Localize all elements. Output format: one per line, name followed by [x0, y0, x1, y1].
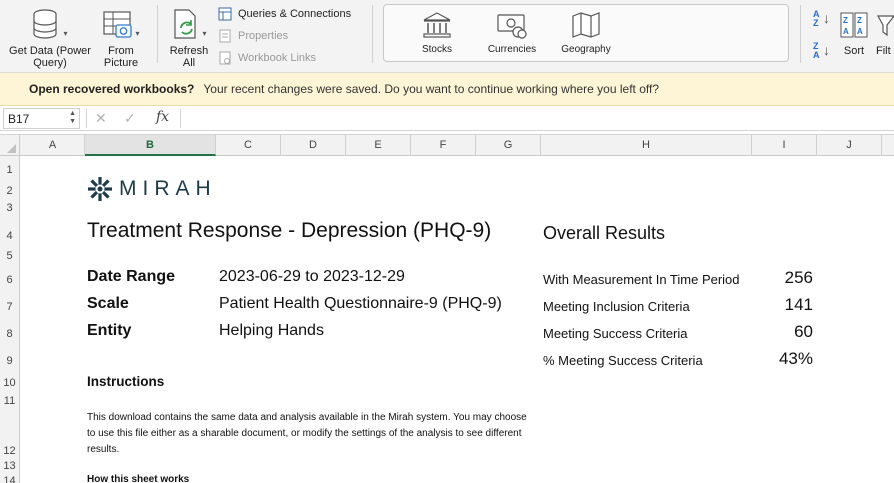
row-header-4[interactable]: 4 [6, 230, 13, 242]
geography-label: Geography [561, 44, 611, 55]
filter-icon [876, 10, 894, 40]
entity-label: Entity [87, 322, 132, 339]
link-icon [218, 51, 232, 65]
banner-title: Open recovered workbooks? [29, 82, 195, 96]
entity-value: Helping Hands [219, 322, 324, 339]
insert-function-button[interactable]: fx [156, 109, 170, 125]
row-header-8[interactable]: 8 [6, 328, 13, 340]
get-data-button[interactable] [4, 6, 96, 69]
filter-button[interactable] [876, 6, 894, 57]
select-all-triangle-icon [7, 144, 16, 153]
row-header-10[interactable]: 10 [3, 377, 16, 389]
chevron-down-icon: ▾ [63, 29, 68, 38]
svg-text:A: A [843, 27, 849, 36]
picture-table-icon [102, 8, 134, 40]
sort-icon [840, 10, 868, 40]
column-header-c[interactable]: C [216, 135, 281, 156]
row-header-13[interactable]: 13 [3, 460, 16, 472]
row-header-14[interactable]: 14 [3, 475, 16, 483]
workbook-links-label: Workbook Links [238, 52, 317, 64]
name-box-value: B17 [8, 112, 30, 126]
formula-bar [0, 106, 894, 131]
column-header-i[interactable]: I [752, 135, 817, 156]
sort-az-icon: A Z [813, 9, 820, 28]
stocks-label: Stocks [421, 44, 452, 55]
get-data-label: Get Data (Power Query) [9, 45, 91, 69]
column-header-d[interactable]: D [281, 135, 346, 156]
overall-row-label: Meeting Inclusion Criteria [543, 299, 690, 314]
ribbon-divider [372, 5, 373, 63]
overall-row-label: % Meeting Success Criteria [543, 353, 703, 368]
svg-text:A: A [857, 27, 863, 36]
column-header-b[interactable]: B [85, 135, 216, 156]
database-icon [32, 8, 62, 40]
arrow-down-icon: ↓ [823, 42, 830, 58]
overall-row-value: 60 [794, 322, 813, 341]
row-header-2[interactable]: 2 [6, 185, 13, 197]
sort-label: Sort [843, 45, 865, 57]
row-header-6[interactable]: 6 [6, 274, 13, 286]
column-header-j[interactable]: J [817, 135, 882, 156]
refresh-icon [171, 8, 201, 40]
overall-row-value: 43% [778, 349, 813, 368]
mirah-star-logo-icon [87, 176, 113, 202]
overall-results-title: Overall Results [543, 223, 666, 243]
recovery-banner [0, 73, 894, 106]
properties-label: Properties [238, 30, 289, 42]
scale-value: Patient Health Questionnaire-9 (PHQ-9) [219, 295, 502, 312]
refresh-all-button[interactable] [165, 6, 213, 69]
ribbon-divider [157, 5, 158, 63]
queries-connections-label: Queries & Connections [238, 8, 352, 20]
name-box[interactable] [3, 108, 80, 129]
row-header-12[interactable]: 12 [3, 445, 16, 457]
date-range-value: 2023-06-29 to 2023-12-29 [219, 268, 405, 285]
currencies-data-type[interactable] [484, 9, 540, 55]
column-headers [0, 134, 894, 156]
overall-row-value: 141 [784, 295, 813, 314]
stocks-data-type[interactable] [412, 9, 462, 55]
refresh-all-label: Refresh All [169, 45, 209, 69]
sort-za-icon: Z A [813, 41, 820, 60]
instructions-body: This download contains the same data and analysis available in the Mirah system. You may choose to use this file either as a sharable document, or modify the settings of the analysis to see different results. [87, 412, 527, 455]
row-header-11[interactable]: 11 [3, 395, 16, 407]
overall-row-label: With Measurement In Time Period [543, 272, 740, 287]
properties-icon [218, 29, 232, 43]
bank-icon [422, 11, 452, 39]
row-header-9[interactable]: 9 [6, 355, 13, 367]
date-range-label: Date Range [87, 268, 176, 285]
row-header-5[interactable]: 5 [6, 250, 13, 262]
currency-icon [496, 11, 528, 39]
ribbon-divider [800, 5, 801, 63]
scale-label: Scale [87, 295, 129, 312]
data-types-gallery [383, 4, 789, 62]
worksheet[interactable] [21, 156, 894, 483]
row-header-3[interactable]: 3 [6, 202, 13, 214]
overall-row-value: 256 [784, 268, 813, 287]
chevron-down-icon: ▾ [202, 29, 207, 38]
name-box-spinner-icon[interactable]: ▲ ▼ [69, 110, 76, 125]
row-header-1[interactable]: 1 [6, 164, 13, 176]
arrow-down-icon: ↓ [823, 10, 830, 26]
from-picture-button[interactable] [96, 6, 146, 69]
properties-button[interactable] [218, 28, 288, 44]
formula-bar-divider [86, 109, 87, 128]
filter-label: Filt [876, 45, 891, 57]
ribbon [0, 0, 894, 73]
formula-bar-divider [180, 109, 181, 128]
logo-wordmark: MIRAH [119, 177, 217, 200]
select-all-button[interactable] [0, 135, 20, 156]
map-icon [571, 11, 601, 39]
sort-button[interactable] [838, 6, 870, 57]
svg-text:Z: Z [857, 16, 862, 25]
svg-text:Z: Z [843, 16, 848, 25]
queries-connections-button[interactable] [218, 6, 351, 22]
row-header-7[interactable]: 7 [6, 301, 13, 313]
row-headers [0, 156, 20, 483]
mirah-logo [87, 176, 217, 202]
geography-data-type[interactable] [556, 9, 616, 55]
currencies-label: Currencies [487, 44, 537, 55]
sort-ascending-button[interactable] [812, 8, 834, 60]
formula-input[interactable] [186, 111, 886, 127]
column-header-g[interactable]: G [476, 135, 541, 156]
workbook-links-button[interactable] [218, 50, 316, 66]
enter-icon[interactable]: ✓ [124, 110, 136, 126]
column-header-a[interactable]: A [21, 135, 85, 156]
report-title: Treatment Response - Depression (PHQ-9) [87, 219, 492, 242]
column-header-h[interactable]: H [541, 135, 752, 156]
banner-message: Your recent changes were saved. Do you want to continue working where you left off? [203, 82, 659, 96]
how-sheet-works-heading: How this sheet works [87, 474, 190, 483]
overall-row-label: Meeting Success Criteria [543, 326, 688, 341]
cancel-icon[interactable]: ✕ [95, 110, 107, 126]
column-header-f[interactable]: F [411, 135, 476, 156]
queries-icon [218, 7, 232, 21]
column-header-e[interactable]: E [346, 135, 411, 156]
from-picture-label: From Picture [103, 45, 139, 69]
chevron-down-icon: ▾ [135, 29, 140, 38]
instructions-heading: Instructions [87, 374, 165, 389]
